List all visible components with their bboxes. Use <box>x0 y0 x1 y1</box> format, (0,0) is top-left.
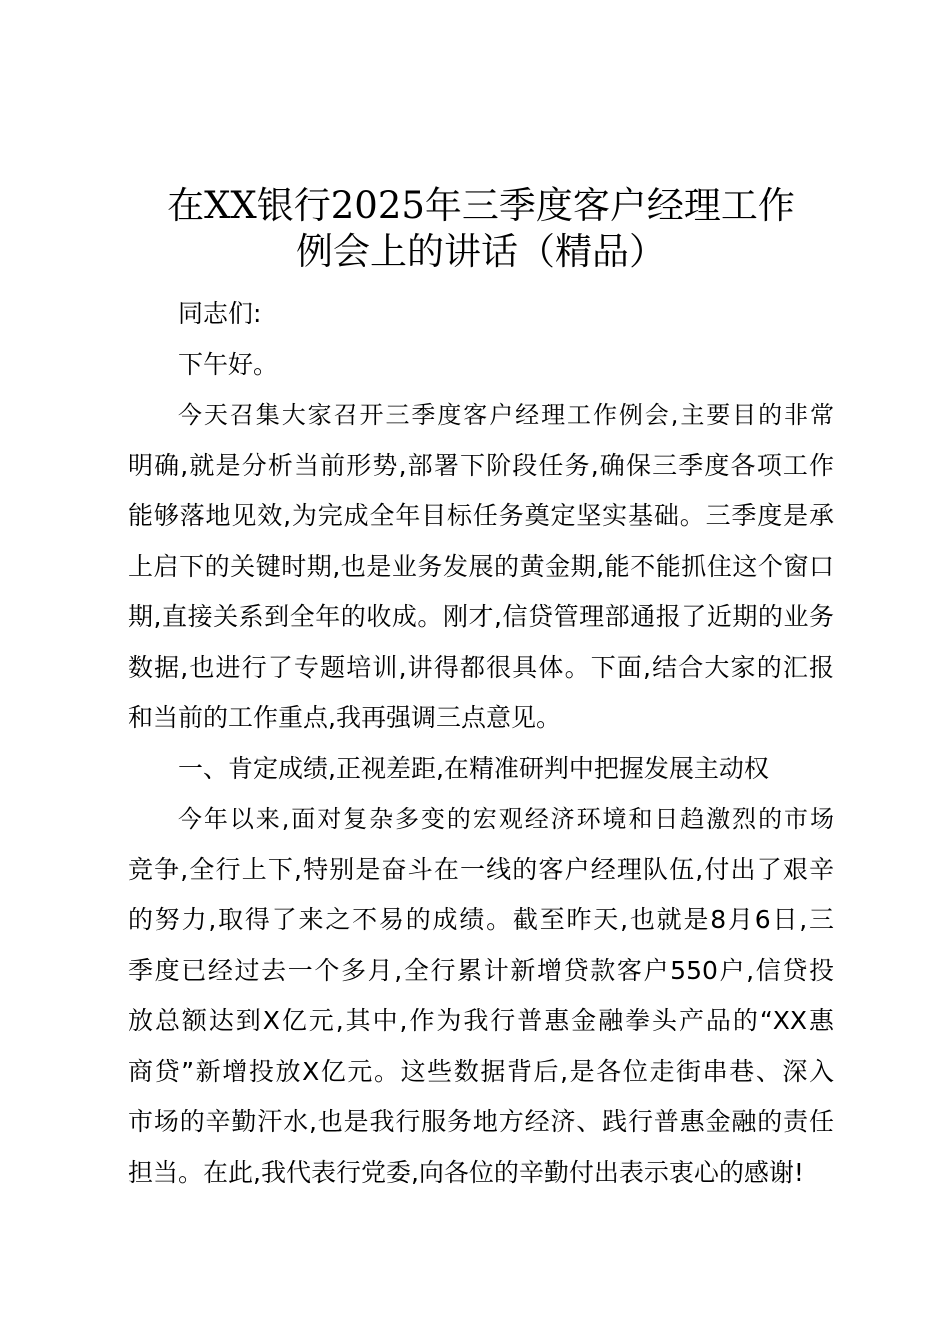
title-line-2: 例会上的讲话（精品） <box>296 230 666 273</box>
paragraph-line: 的努力,取得了来之不易的成绩。截至昨天,也就是8月6日,三 <box>128 905 834 934</box>
greeting: 同志们: <box>178 299 262 328</box>
paragraph-intro <box>128 390 834 744</box>
paragraph-line: 明确,就是分析当前形势,部署下阶段任务,确保三季度各项工作 <box>128 450 834 480</box>
document-title <box>128 183 834 275</box>
document-page <box>128 183 834 1198</box>
paragraph-achievements <box>128 794 834 1198</box>
paragraph-line: 放总额达到X亿元,其中,作为我行普惠金融拳头产品的“XX惠 <box>128 1006 834 1035</box>
paragraph-line: 今年以来,面对复杂多变的宏观经济环境和日趋激烈的市场 <box>178 805 834 833</box>
paragraph-line: 季度已经过去一个多月,全行累计新增贷款客户550户,信贷投 <box>128 955 834 985</box>
paragraph-line: 上启下的关键时期,也是业务发展的黄金期,能不能抓住这个窗口 <box>128 551 834 581</box>
paragraph-line: 竞争,全行上下,特别是奋斗在一线的客户经理队伍,付出了艰辛 <box>128 854 834 884</box>
paragraph-line: 市场的辛勤汗水,也是我行服务地方经济、践行普惠金融的责任 <box>128 1107 834 1136</box>
paragraph-line: 数据,也进行了专题培训,讲得都很具体。下面,结合大家的汇报 <box>128 652 834 682</box>
paragraph-line: 担当。在此,我代表行党委,向各位的辛勤付出表示衷心的感谢! <box>128 1157 804 1187</box>
paragraph-line: 期,直接关系到全年的收成。刚才,信贷管理部通报了近期的业务 <box>128 602 834 631</box>
salutation: 下午好。 <box>178 349 279 379</box>
title-line-1: 在XX银行2025年三季度客户经理工作 <box>167 184 795 227</box>
paragraph-line: 今天召集大家召开三季度客户经理工作例会,主要目的非常 <box>178 401 834 429</box>
section-heading: 一、肯定成绩,正视差距,在精准研判中把握发展主动权 <box>178 753 769 783</box>
paragraph-line: 和当前的工作重点,我再强调三点意见。 <box>128 703 561 732</box>
paragraph-line: 商贷”新增投放X亿元。这些数据背后,是各位走街串巷、深入 <box>128 1056 834 1086</box>
paragraph-line: 能够落地见效,为完成全年目标任务奠定坚实基础。三季度是承 <box>128 501 834 530</box>
